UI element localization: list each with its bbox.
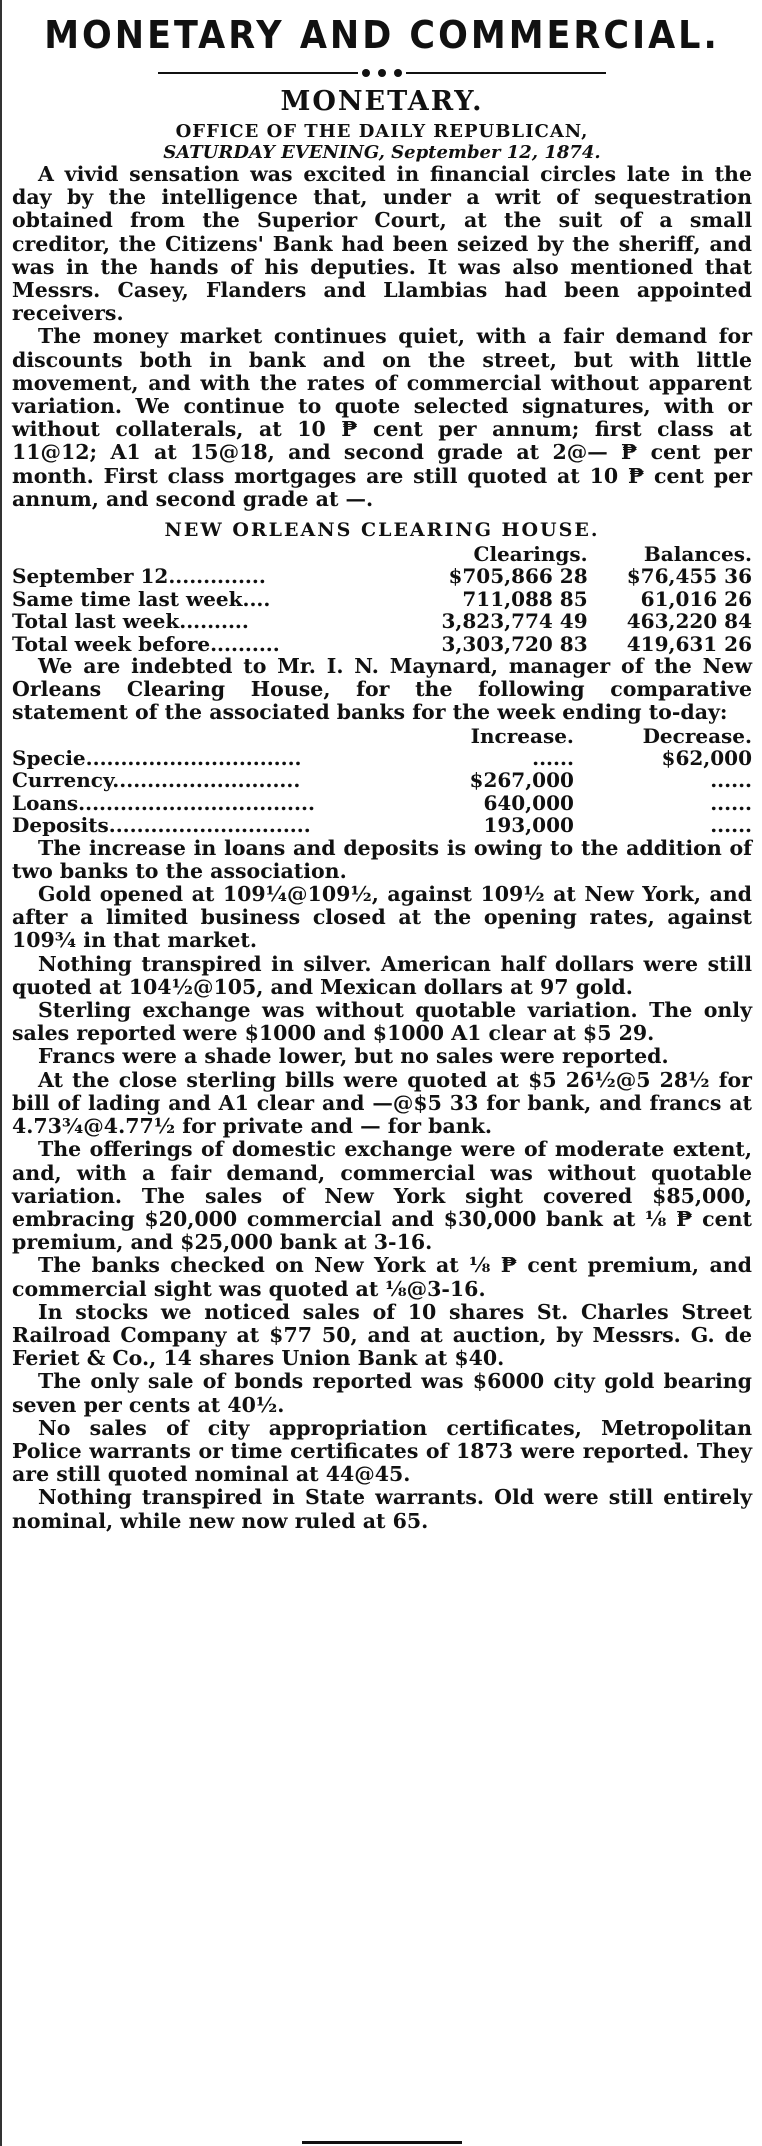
dateline — [12, 121, 752, 163]
clearing-house-title: NEW ORLEANS CLEARING HOUSE. — [164, 519, 600, 542]
clearing-house-table — [12, 543, 752, 655]
paragraph: Sterling exchange was without quotable variation. The only sales reported were $1000 and $1000 A1 clear at $5 29. — [12, 998, 752, 1046]
bank-changes-table — [12, 725, 752, 837]
paragraph: Francs were a shade lower, but no sales were reported. — [38, 1044, 669, 1069]
column-header: Balances. — [643, 542, 752, 567]
column-header: Decrease. — [642, 723, 752, 748]
paragraph: The offerings of domestic exchange were of moderate extent, and, with a fair demand, commercial was without quotable variation. The sales of New York sight covered $85,000, embracing $20,000 commercial and $30,000 bank at ⅛ ₱ cent premium, and $25,000 bank at 3-16. — [12, 1137, 752, 1255]
office-line: OFFICE OF THE DAILY REPUBLICAN, — [175, 121, 589, 142]
ornamental-rule — [12, 64, 752, 82]
masthead: MONETARY AND COMMERCIAL. — [44, 14, 720, 58]
date-line: SATURDAY EVENING, September 12, 1874. — [163, 142, 601, 163]
column-header: Clearings. — [473, 542, 588, 567]
table-row: Deposits............................. 193,000 ...... — [12, 813, 752, 838]
paragraph: No sales of city appropriation certificates, Metropolitan Police warrants or time certificates of 1873 were reported. They are still quoted nominal at 44@45. — [12, 1415, 752, 1487]
bottom-rule — [302, 2141, 462, 2144]
table-row: Total last week.......... 3,823,774 49 463,220 84 — [12, 609, 752, 634]
table-row: Loans.................................. 640,000 ...... — [12, 790, 752, 815]
table-row: Total week before.......... 3,303,720 83 419,631 26 — [12, 631, 752, 656]
paragraph: The money market continues quiet, with a fair demand for discounts both in bank and on the street, but with little movement, and with the rates of commercial without apparent variation. We continue to quote selected signatures, with or without collaterals, at 10 ₱ cent per annum; first class at 11@12; A1 at 15@18, and second grade at 2@— ₱ cent per month. First class mortgages are still quoted at 10 ₱ cent per annum, and second grade at —. — [12, 324, 752, 511]
paragraph: A vivid sensation was excited in financial circles late in the day by the intelligence that, under a writ of sequestration obtained from the Superior Court, at the suit of a small creditor, the Citizens' Bank had been seized by the sheriff, and was in the hands of his deputies. It was also mentioned that Messrs. Casey, Flanders and Llambias had been appointed receivers. — [12, 162, 752, 326]
paragraph: Gold opened at 109¼@109½, against 109½ at New York, and after a limited business closed at the opening rates, against 109¾ in that market. — [12, 882, 752, 953]
paragraph: Nothing transpired in silver. American half dollars were still quoted at 104½@105, and Mexican dollars at 97 gold. — [12, 951, 752, 999]
paragraph: At the close sterling bills were quoted at $5 26½@5 28½ for bill of lading and A1 clear and —@$5 33 for bank, and francs at 4.73¾@4.77½ for private and — for bank. — [12, 1067, 752, 1139]
table-header-row — [12, 725, 752, 747]
table-header-row — [12, 543, 752, 565]
table-row: Same time last week.... 711,088 85 61,016 26 — [12, 586, 752, 611]
paragraph: In stocks we noticed sales of 10 shares St. Charles Street Railroad Company at $77 50, and at auction, by Messrs. G. de Feriet & Co., 14 shares Union Bank at $40. — [12, 1299, 752, 1371]
paragraph: The banks checked on New York at ⅛ ₱ cent premium, and commercial sight was quoted at ⅛@3-16. — [12, 1253, 752, 1301]
paragraph: The increase in loans and deposits is owing to the addition of two banks to the association. — [12, 835, 752, 883]
table-row: Specie............................... ...... $62,000 — [12, 745, 752, 770]
section-title: MONETARY. — [280, 86, 484, 117]
table-row: September 12.............. $705,866 28 $76,455 36 — [12, 564, 752, 589]
table-row: Currency........................... $267,000 ...... — [12, 768, 752, 793]
paragraph: The only sale of bonds reported was $6000 city gold bearing seven per cents at 40½. — [12, 1369, 752, 1417]
paragraph: Nothing transpired in State warrants. Old were still entirely nominal, while new now ruled at 65. — [12, 1485, 752, 1533]
paragraph: We are indebted to Mr. I. N. Maynard, manager of the New Orleans Clearing House, for the following comparative statement of the associated banks for the week ending to-day: — [12, 654, 752, 725]
column-header: Increase. — [470, 723, 574, 748]
